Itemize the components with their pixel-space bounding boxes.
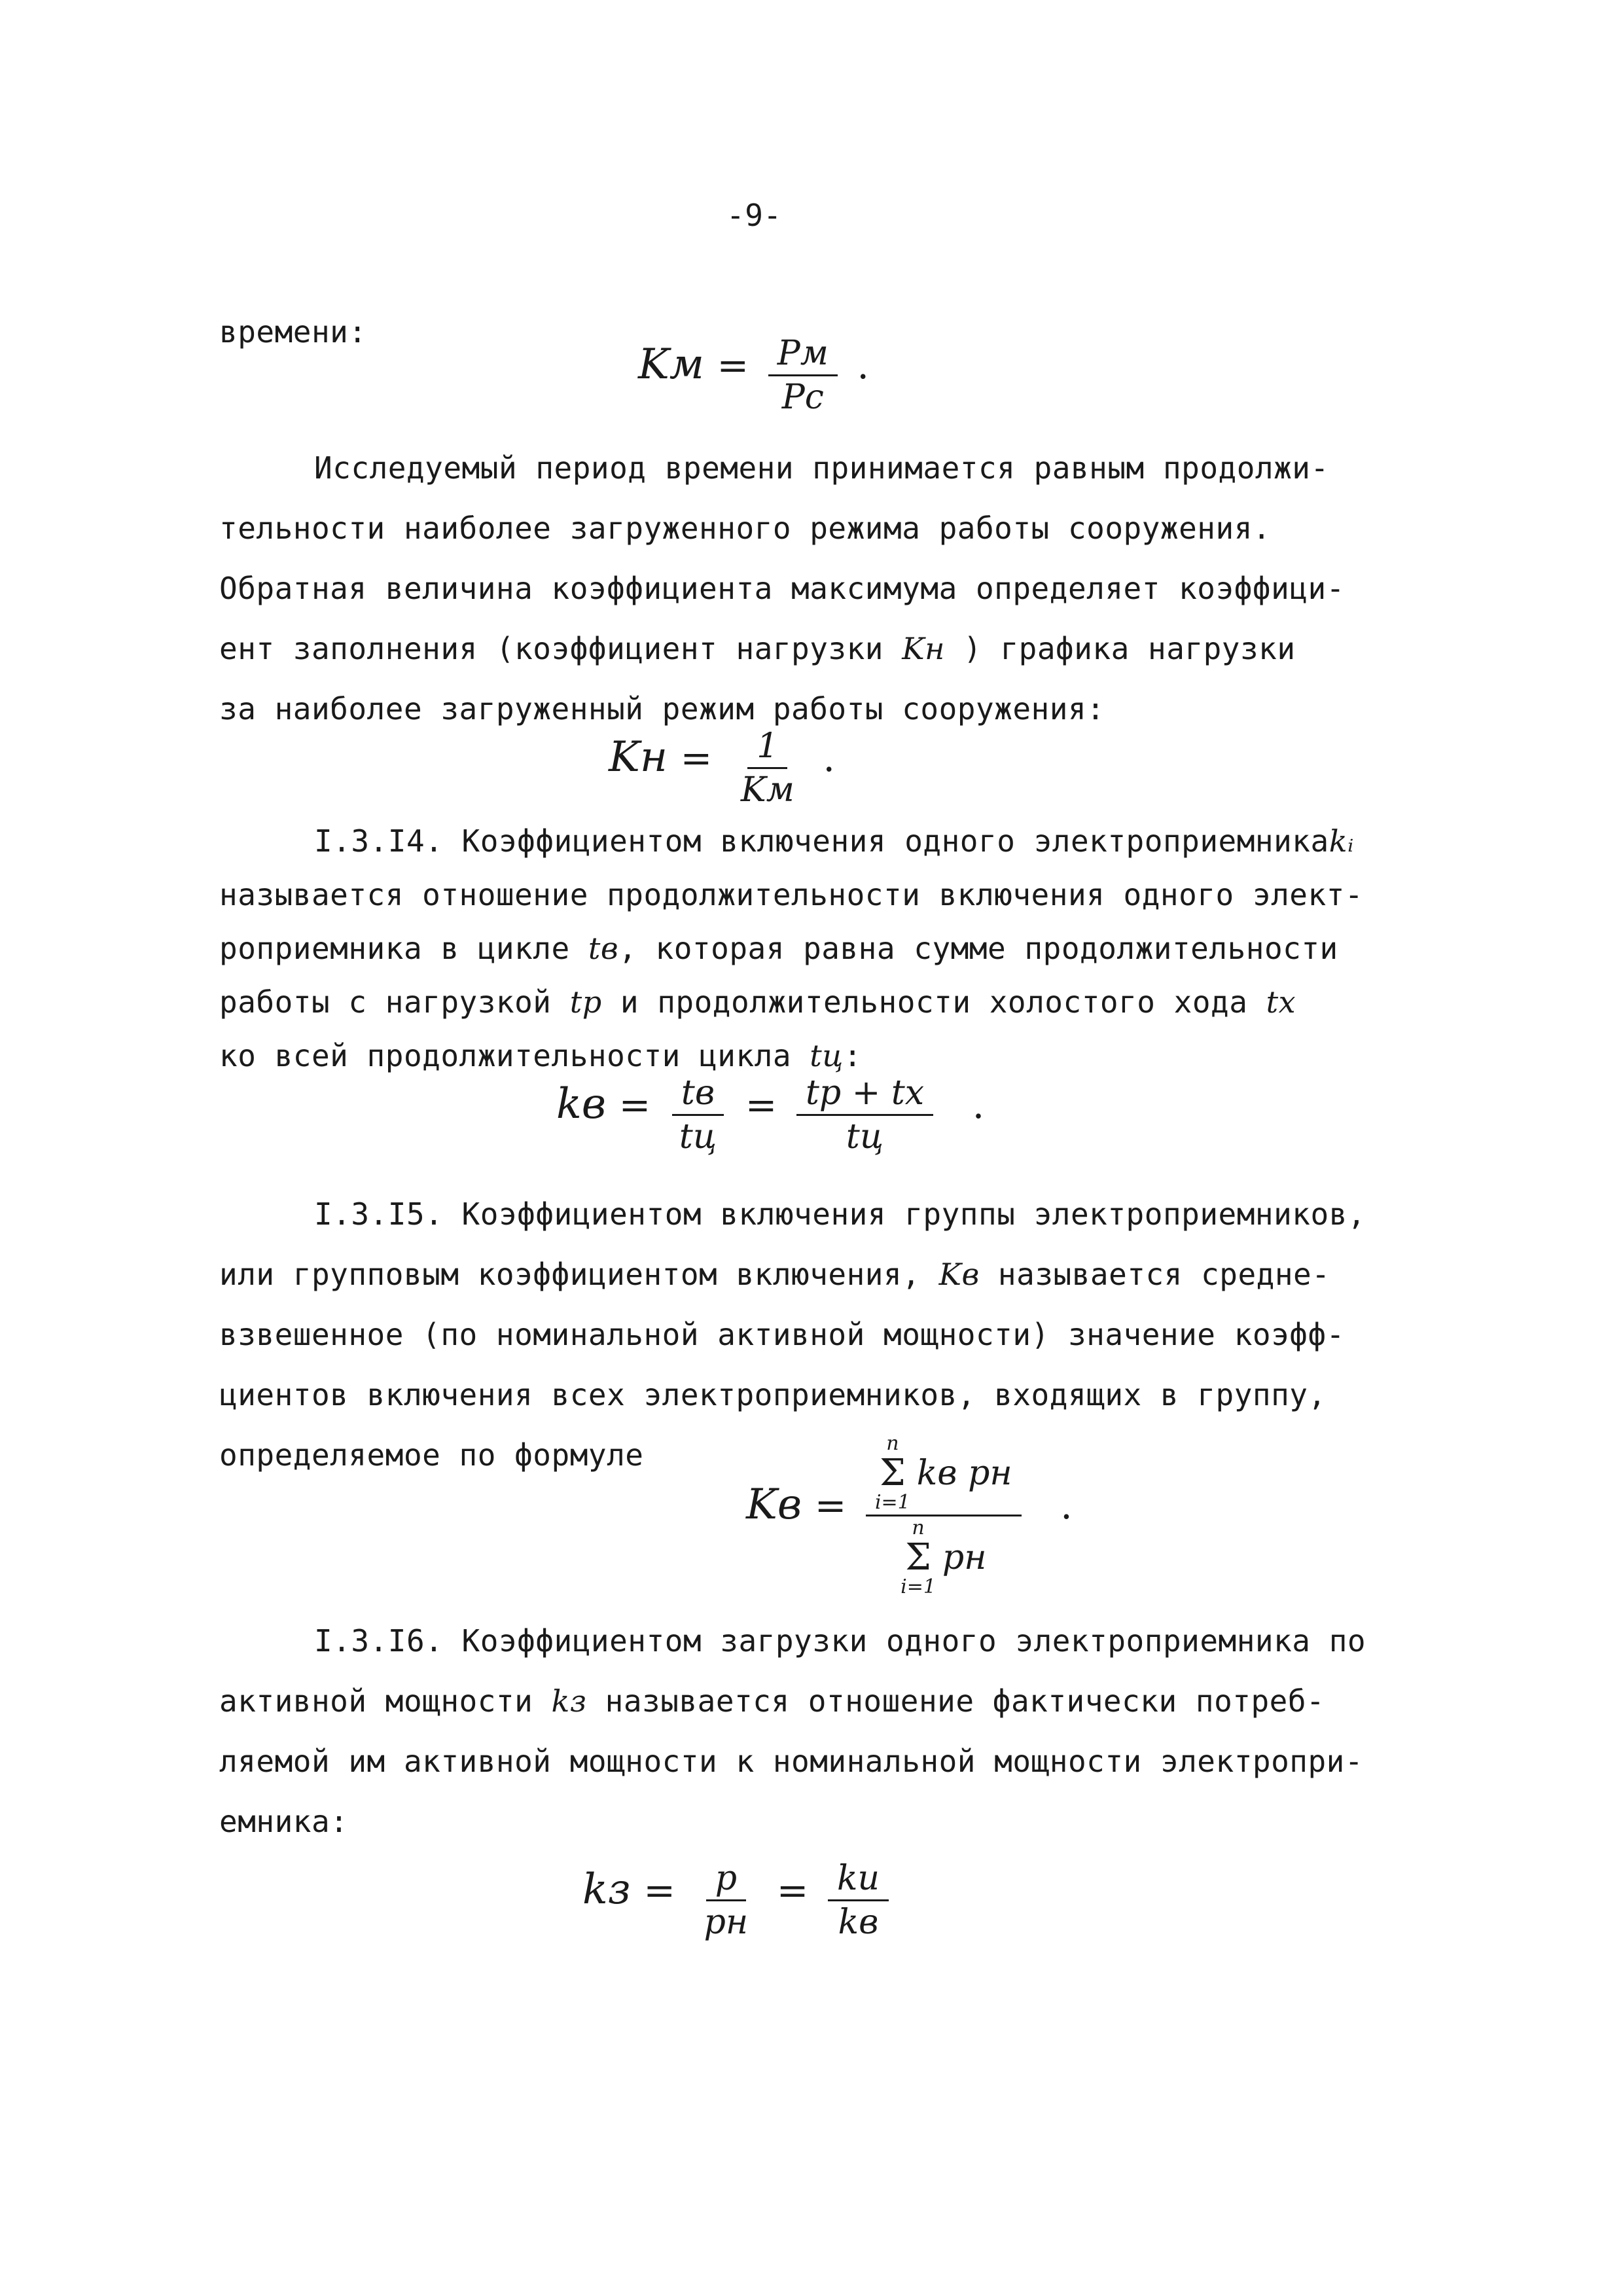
text-line: определяемое по формуле (219, 1437, 644, 1473)
text-line: емника: (219, 1804, 349, 1839)
text-span: называется средне- (979, 1257, 1330, 1292)
equals-sign: = (717, 343, 749, 387)
symbol-tc: tц (810, 1038, 844, 1073)
sum-lower-limit: i=1 (901, 1575, 936, 1598)
text-line (219, 630, 1296, 668)
equals-sign: = (643, 1868, 675, 1912)
fraction-denominator: pн (704, 1903, 749, 1942)
text-line (219, 929, 1338, 967)
symbol-kz: kз (551, 1683, 587, 1719)
sum-term: kв pн (916, 1454, 1012, 1493)
formula-lhs: kз (582, 1865, 631, 1914)
formula-lhs: kв (556, 1080, 607, 1128)
equals-sign: = (680, 736, 713, 780)
fraction (768, 334, 838, 417)
formula-end-dot: . (972, 1083, 985, 1127)
formula-lhs: Kв (746, 1480, 802, 1529)
fraction (732, 726, 804, 810)
text-span: активной мощности (219, 1683, 552, 1719)
symbol-kv: Kв (938, 1257, 980, 1292)
fraction-numerator: kи (828, 1859, 889, 1901)
text-span: : (843, 1038, 863, 1073)
text-line (219, 1037, 862, 1075)
formula-end-dot: . (1060, 1483, 1073, 1528)
text-span: или групповым коэффициентом включения, (219, 1257, 939, 1292)
symbol-kn: Kн (902, 631, 945, 666)
text-span: и продолжительности холостого хода (601, 984, 1266, 1020)
symbol-tv: tв (588, 931, 619, 966)
text-span: , которая равна сумме продолжительности (618, 931, 1338, 966)
text-line: времени: (219, 314, 367, 350)
sigma-sign: Σ (905, 1536, 931, 1579)
text-span: ко всей продолжительности цикла (219, 1038, 810, 1073)
fraction (670, 1073, 726, 1157)
formula-kn (609, 726, 842, 810)
section-heading-line (314, 822, 1354, 860)
text-span: называется отношение фактически потреб- (586, 1683, 1325, 1719)
equals-sign: = (745, 1083, 777, 1127)
text-line: тельности наиболее загруженного режима работы сооружения. (219, 511, 1272, 546)
text-span: работы с нагрузкой (219, 984, 570, 1020)
summation (875, 1433, 910, 1513)
symbol-tp: tр (569, 984, 602, 1020)
text-line: ляемой им активной мощности к номинальной мощности электропри- (219, 1744, 1364, 1779)
fraction-denominator (891, 1516, 995, 1598)
fraction-numerator: p (706, 1859, 746, 1901)
sum-lower-limit: i=1 (874, 1491, 910, 1514)
formula-lhs: Kм (638, 340, 704, 389)
formula-kv-group (746, 1433, 1079, 1598)
equals-sign: = (776, 1868, 809, 1912)
text-span: I.3.I4. Коэффициентом включения одного электроприемника (314, 823, 1329, 859)
fraction-denominator: Pс (781, 378, 824, 417)
fraction-numerator: tв (672, 1073, 724, 1116)
formula-kv-single (556, 1073, 991, 1157)
text-line: называется отношение продолжительности включения одного элект- (219, 877, 1364, 912)
fraction (866, 1433, 1022, 1598)
fraction (695, 1859, 758, 1942)
text-line: за наиболее загруженный режим работы сооружения: (219, 691, 1105, 726)
text-line: взвешенное (по номинальной активной мощности) значение коэфф- (219, 1317, 1345, 1352)
fraction-denominator: kв (838, 1903, 879, 1942)
equals-sign: = (814, 1483, 847, 1528)
fraction-denominator: tц (679, 1117, 717, 1157)
fraction (828, 1859, 889, 1942)
fraction-numerator: tр + tх (796, 1073, 933, 1116)
text-span: роприемника в цикле (219, 931, 588, 966)
equals-sign: = (618, 1083, 651, 1127)
text-line: циентов включения всех электроприемников, входящих в группу, (219, 1377, 1327, 1412)
text-span: ) графика нагрузки (944, 631, 1296, 666)
symbol-ki: kᵢ (1329, 823, 1354, 859)
text-line (219, 983, 1296, 1021)
formula-kz (582, 1859, 895, 1942)
sum-upper-limit: n (886, 1432, 899, 1455)
fraction-numerator: Pм (768, 334, 838, 376)
text-line (219, 1255, 1330, 1293)
formula-end-dot: . (857, 343, 869, 387)
fraction (796, 1073, 933, 1157)
section-heading-line: I.3.I6. Коэффициентом загрузки одного электроприемника по (314, 1623, 1366, 1659)
fraction-denominator: Kм (740, 770, 794, 810)
formula-end-dot: . (823, 736, 835, 780)
text-line (219, 1682, 1325, 1720)
sum-term: pн (942, 1538, 987, 1577)
section-heading-line: I.3.I5. Коэффициентом включения группы электроприемников, (314, 1196, 1366, 1232)
formula-lhs: Kн (609, 733, 668, 781)
fraction-numerator (866, 1433, 1022, 1516)
formula-km (638, 334, 876, 417)
text-line: Обратная величина коэффициента максимума определяет коэффици- (219, 571, 1345, 606)
symbol-tx: tх (1266, 984, 1296, 1020)
text-line: Исследуемый период времени принимается равным продолжи- (314, 450, 1329, 486)
fraction-numerator: 1 (747, 726, 787, 769)
page-number: -9- (726, 198, 782, 233)
fraction-denominator: tц (846, 1117, 884, 1157)
text-span: ент заполнения (коэффициент нагрузки (219, 631, 902, 666)
sum-upper-limit: n (912, 1516, 925, 1539)
summation (901, 1518, 936, 1598)
sigma-sign: Σ (880, 1452, 906, 1494)
